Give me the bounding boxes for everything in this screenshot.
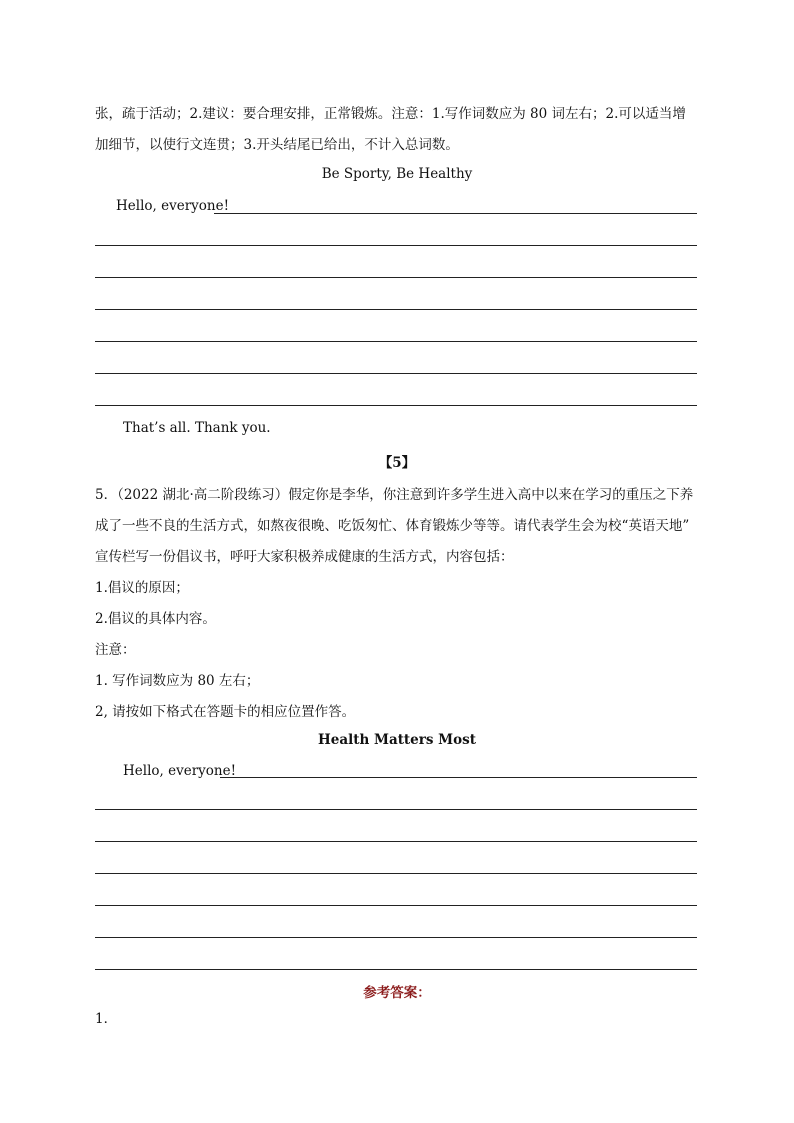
question-line-1: 5．（2022 湖北·高二阶段练习）假定你是李华，你注意到许多学生进入高中以来在学习的重压之下养 (95, 487, 694, 503)
answer-item-1: 1． (95, 1011, 118, 1027)
question-number-marker: 【5】 (378, 455, 416, 471)
writing-line (95, 809, 697, 810)
writing-line (220, 777, 697, 778)
essay-opening: Hello, everyone! (123, 763, 237, 779)
writing-line (95, 341, 697, 342)
writing-line (95, 841, 697, 842)
essay-closing: That’s all. Thank you. (123, 420, 271, 436)
writing-line (95, 937, 697, 938)
question-line-2: 成了一些不良的生活方式，如熬夜很晚、吃饭匆忙、体育锻炼少等等。请代表学生会为校“英语天地” (95, 518, 690, 534)
question-line-3: 宣传栏写一份倡议书，呼吁大家积极养成健康的生活方式，内容包括： (95, 549, 514, 565)
writing-line (95, 405, 697, 406)
essay-title: Be Sporty, Be Healthy (321, 166, 473, 182)
writing-line (214, 213, 697, 214)
instruction-line-2: 加细节，以使行文连贯；3.开头结尾已给出，不计入总词数。 (95, 137, 459, 153)
answer-heading: 参考答案： (363, 985, 431, 1001)
note-1: 1. 写作词数应为 80 左右； (95, 673, 260, 689)
note-label: 注意： (95, 642, 136, 658)
writing-line (95, 969, 697, 970)
instruction-line-1: 张，疏于活动；2.建议：要合理安排，正常锻炼。注意：1.写作词数应为 80 词左右；2.可以适当增 (95, 106, 686, 122)
writing-line (95, 245, 697, 246)
writing-line (95, 277, 697, 278)
content-point-2: 2.倡议的具体内容。 (95, 611, 216, 627)
writing-line (95, 309, 697, 310)
writing-line (95, 905, 697, 906)
note-2: 2, 请按如下格式在答题卡的相应位置作答。 (95, 704, 356, 720)
essay-opening: Hello, everyone! (116, 198, 230, 214)
writing-line (95, 373, 697, 374)
essay-title: Health Matters Most (318, 732, 476, 748)
writing-line (95, 873, 697, 874)
content-point-1: 1.倡议的原因； (95, 580, 189, 596)
